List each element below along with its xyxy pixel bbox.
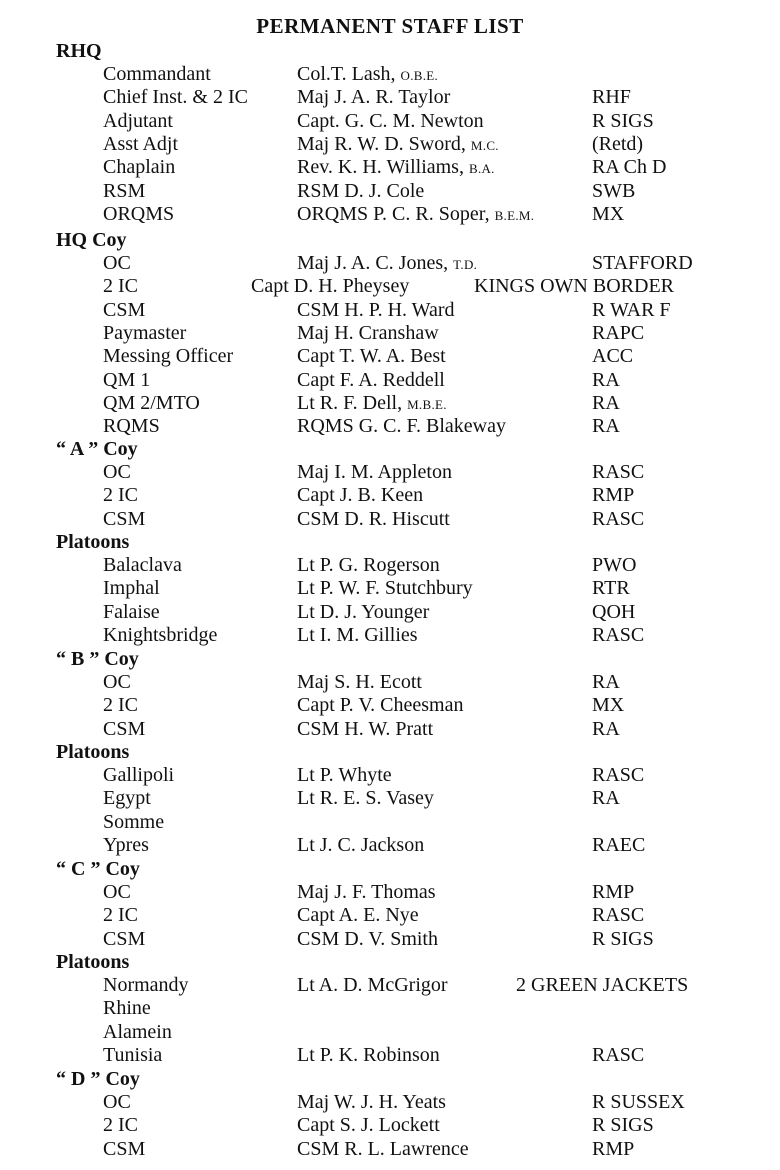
staff-row xyxy=(0,1114,780,1137)
staff-name-cell xyxy=(297,299,455,321)
staff-name-cell xyxy=(297,1114,440,1136)
staff-name: Capt S. J. Lockett xyxy=(297,1114,440,1137)
staff-name: ORQMS P. C. R. Soper, xyxy=(297,202,490,225)
staff-role: QM 2/MTO xyxy=(103,391,200,414)
staff-unit: PWO xyxy=(592,554,637,576)
staff-unit: ACC xyxy=(592,345,634,368)
staff-name-cell xyxy=(297,834,424,856)
staff-row xyxy=(0,694,780,717)
staff-role: 2 IC xyxy=(103,904,138,927)
staff-name-cell xyxy=(297,577,473,599)
section-heading: “ C ” Coy xyxy=(56,858,140,880)
staff-name-cell xyxy=(297,484,423,506)
staff-name: Lt R. F. Dell, xyxy=(297,391,403,414)
staff-row xyxy=(0,484,780,507)
staff-row xyxy=(0,86,780,109)
staff-honour: B.A. xyxy=(468,161,495,177)
staff-name: CSM H. W. Pratt xyxy=(297,717,434,740)
staff-name-cell xyxy=(297,928,438,950)
staff-honour: M.B.E. xyxy=(407,396,447,412)
staff-unit: R SUSSEX xyxy=(592,1091,685,1113)
staff-name-cell xyxy=(297,203,534,227)
staff-row xyxy=(0,997,780,1020)
staff-row xyxy=(0,624,780,647)
staff-name-cell xyxy=(297,345,446,367)
staff-row xyxy=(0,1091,780,1114)
staff-name-cell xyxy=(297,392,447,416)
staff-row xyxy=(0,508,780,531)
staff-unit: R WAR F xyxy=(592,298,671,321)
staff-name: Rev. K. H. Williams, xyxy=(297,156,464,179)
staff-role: Balaclava xyxy=(103,554,182,576)
staff-name: Lt P. Whyte xyxy=(297,764,392,786)
staff-name: Capt A. E. Nye xyxy=(297,904,419,927)
staff-row xyxy=(0,299,780,322)
staff-role: 2 IC xyxy=(103,275,138,298)
staff-name-cell xyxy=(297,63,438,87)
staff-row xyxy=(0,811,780,834)
staff-name-cell xyxy=(297,974,448,996)
staff-row xyxy=(0,577,780,600)
staff-row xyxy=(0,461,780,484)
staff-row xyxy=(0,369,780,392)
staff-name-cell xyxy=(297,554,440,576)
staff-unit: RASC xyxy=(592,764,645,786)
section-heading: Platoons xyxy=(56,741,130,763)
section-heading: HQ Coy xyxy=(56,229,127,251)
staff-unit: KINGS OWN BORDER xyxy=(474,275,674,298)
staff-unit: RMP xyxy=(592,881,635,903)
staff-name-cell xyxy=(297,718,433,740)
staff-name-cell xyxy=(297,180,424,202)
staff-role: 2 IC xyxy=(103,694,138,717)
staff-name: Capt F. A. Reddell xyxy=(297,368,445,391)
staff-role: Somme xyxy=(103,810,165,833)
staff-row xyxy=(0,974,780,997)
staff-role: Falaise xyxy=(103,600,160,623)
staff-name: Maj S. H. Ecott xyxy=(297,671,422,693)
staff-unit: RA xyxy=(592,415,620,438)
staff-name-cell xyxy=(297,86,450,108)
staff-unit: RMP xyxy=(592,484,635,507)
staff-row xyxy=(0,601,780,624)
page-title: PERMANENT STAFF LIST xyxy=(256,14,524,38)
staff-unit: RA Ch D xyxy=(592,156,667,179)
staff-name: Capt P. V. Cheesman xyxy=(297,694,464,717)
staff-role: Knightsbridge xyxy=(103,623,218,646)
staff-role: ORQMS xyxy=(103,202,175,225)
staff-role: Normandy xyxy=(103,974,189,996)
staff-row xyxy=(0,275,780,298)
staff-role: CSM xyxy=(103,298,146,321)
staff-row xyxy=(0,322,780,345)
staff-honour: T.D. xyxy=(453,257,478,272)
staff-name: Maj R. W. D. Sword, xyxy=(297,132,466,155)
staff-row xyxy=(0,133,780,156)
staff-name: Maj W. J. H. Yeats xyxy=(297,1091,446,1113)
staff-name: Lt D. J. Younger xyxy=(297,600,430,623)
staff-role: OC xyxy=(103,1091,131,1113)
staff-unit: R SIGS xyxy=(592,1114,654,1137)
section-heading: Platoons xyxy=(56,951,130,973)
section-heading: RHQ xyxy=(56,40,102,62)
staff-name: Lt J. C. Jackson xyxy=(297,833,425,856)
staff-name: Capt J. B. Keen xyxy=(297,484,424,507)
staff-row xyxy=(0,554,780,577)
staff-name: Maj I. M. Appleton xyxy=(297,461,452,483)
staff-name-cell xyxy=(297,156,495,180)
staff-name-cell xyxy=(297,415,506,437)
staff-name: Maj J. A. R. Taylor xyxy=(297,86,451,109)
staff-name: RSM D. J. Cole xyxy=(297,179,425,202)
section-heading: “ A ” Coy xyxy=(56,438,138,460)
staff-role: Gallipoli xyxy=(103,764,175,786)
staff-role: OC xyxy=(103,881,131,903)
staff-role: CSM xyxy=(103,927,146,950)
staff-name-cell xyxy=(297,133,499,157)
staff-unit: RHF xyxy=(592,86,631,109)
staff-unit: RA xyxy=(592,787,620,810)
staff-name: Capt T. W. A. Best xyxy=(297,345,446,368)
staff-name-cell xyxy=(297,461,452,483)
staff-row xyxy=(0,180,780,203)
staff-unit: RA xyxy=(592,391,620,414)
staff-unit: R SIGS xyxy=(592,927,654,950)
staff-name: Lt A. D. McGrigor xyxy=(297,974,448,996)
staff-name: Lt P. K. Robinson xyxy=(297,1043,440,1066)
staff-row xyxy=(0,156,780,179)
staff-name-cell xyxy=(251,275,409,297)
staff-role: Chief Inst. & 2 IC xyxy=(103,86,248,109)
staff-row xyxy=(0,252,780,275)
staff-row xyxy=(0,928,780,951)
staff-role: Paymaster xyxy=(103,321,187,344)
staff-role: RQMS xyxy=(103,415,160,438)
staff-unit: RASC xyxy=(592,1043,645,1066)
staff-unit: RASC xyxy=(592,904,645,927)
staff-unit: (Retd) xyxy=(592,132,644,155)
staff-role: Alamein xyxy=(103,1020,172,1043)
staff-unit: RAEC xyxy=(592,833,646,856)
staff-name: Capt D. H. Pheysey xyxy=(251,275,410,298)
staff-role: Egypt xyxy=(103,787,151,810)
staff-row xyxy=(0,718,780,741)
staff-role: Messing Officer xyxy=(103,345,234,368)
staff-role: Chaplain xyxy=(103,156,176,179)
staff-row xyxy=(0,764,780,787)
staff-unit: RTR xyxy=(592,577,630,600)
staff-row xyxy=(0,787,780,810)
staff-honour: M.C. xyxy=(470,137,499,153)
staff-row xyxy=(0,203,780,226)
staff-role: OC xyxy=(103,252,131,274)
staff-name: Lt R. E. S. Vasey xyxy=(297,787,434,810)
staff-row xyxy=(0,671,780,694)
staff-name: CSM R. L. Lawrence xyxy=(297,1137,469,1160)
section-heading: “ D ” Coy xyxy=(56,1068,140,1090)
staff-role: OC xyxy=(103,671,131,693)
staff-unit: RMP xyxy=(592,1137,635,1160)
staff-name-cell xyxy=(297,110,484,132)
staff-name-cell xyxy=(297,601,429,623)
staff-honour: B.E.M. xyxy=(494,207,535,223)
staff-name: CSM H. P. H. Ward xyxy=(297,298,455,321)
staff-unit: STAFFORD xyxy=(592,252,693,274)
staff-name: Capt. G. C. M. Newton xyxy=(297,109,484,132)
staff-name-cell xyxy=(297,624,418,646)
staff-name-cell xyxy=(297,369,445,391)
staff-role: RSM xyxy=(103,179,146,202)
staff-name: Lt I. M. Gillies xyxy=(297,623,418,646)
staff-name: RQMS G. C. F. Blakeway xyxy=(297,415,506,438)
staff-unit: SWB xyxy=(592,179,636,202)
staff-unit: QOH xyxy=(592,600,636,623)
staff-unit: RASC xyxy=(592,507,645,530)
staff-name-cell xyxy=(297,1138,469,1160)
staff-name-cell xyxy=(297,1044,440,1066)
staff-name-cell xyxy=(297,764,392,786)
staff-name-cell xyxy=(297,1091,446,1113)
staff-name-cell xyxy=(297,252,477,276)
staff-row xyxy=(0,63,780,86)
staff-role: Imphal xyxy=(103,577,160,600)
staff-role: 2 IC xyxy=(103,1114,138,1137)
staff-unit: RASC xyxy=(592,623,645,646)
staff-name: Maj J. A. C. Jones, xyxy=(297,252,449,274)
staff-role: Tunisia xyxy=(103,1043,163,1066)
section-heading: Platoons xyxy=(56,531,130,553)
staff-name: Maj H. Cranshaw xyxy=(297,321,439,344)
staff-role: OC xyxy=(103,461,131,483)
staff-unit: 2 GREEN JACKETS xyxy=(516,974,689,996)
staff-name: Col.T. Lash, xyxy=(297,63,396,85)
staff-role: Ypres xyxy=(103,833,149,856)
staff-name-cell xyxy=(297,787,434,809)
staff-name-cell xyxy=(297,322,439,344)
staff-role: Rhine xyxy=(103,997,151,1020)
staff-role: QM 1 xyxy=(103,368,151,391)
staff-name-cell xyxy=(297,904,419,926)
staff-name-cell xyxy=(297,671,422,693)
staff-unit: RA xyxy=(592,717,620,740)
staff-unit: R SIGS xyxy=(592,109,654,132)
staff-name-cell xyxy=(297,881,436,903)
staff-name: CSM D. R. Hiscutt xyxy=(297,507,450,530)
staff-name: Lt P. G. Rogerson xyxy=(297,554,440,576)
staff-role: Adjutant xyxy=(103,109,173,132)
staff-unit: RASC xyxy=(592,461,645,483)
staff-name-cell xyxy=(297,694,464,716)
staff-row xyxy=(0,834,780,857)
staff-row xyxy=(0,110,780,133)
section-heading: “ B ” Coy xyxy=(56,648,139,670)
staff-unit: RA xyxy=(592,368,620,391)
staff-name: Lt P. W. F. Stutchbury xyxy=(297,577,473,600)
staff-role: Asst Adjt xyxy=(103,132,179,155)
staff-row xyxy=(0,881,780,904)
staff-role: Commandant xyxy=(103,63,211,85)
staff-row xyxy=(0,345,780,368)
staff-honour: O.B.E. xyxy=(400,68,439,83)
staff-role: CSM xyxy=(103,507,146,530)
staff-unit: RA xyxy=(592,671,620,693)
staff-role: CSM xyxy=(103,1137,146,1160)
staff-unit: MX xyxy=(592,202,625,225)
staff-unit: MX xyxy=(592,694,625,717)
staff-row xyxy=(0,1138,780,1161)
staff-role: 2 IC xyxy=(103,484,138,507)
staff-row xyxy=(0,904,780,927)
staff-name: Maj J. F. Thomas xyxy=(297,881,436,903)
staff-row xyxy=(0,1021,780,1044)
staff-name-cell xyxy=(297,508,450,530)
staff-row xyxy=(0,1044,780,1067)
staff-role: CSM xyxy=(103,717,146,740)
staff-row xyxy=(0,415,780,438)
staff-unit: RAPC xyxy=(592,321,645,344)
staff-row xyxy=(0,392,780,415)
staff-name: CSM D. V. Smith xyxy=(297,927,438,950)
